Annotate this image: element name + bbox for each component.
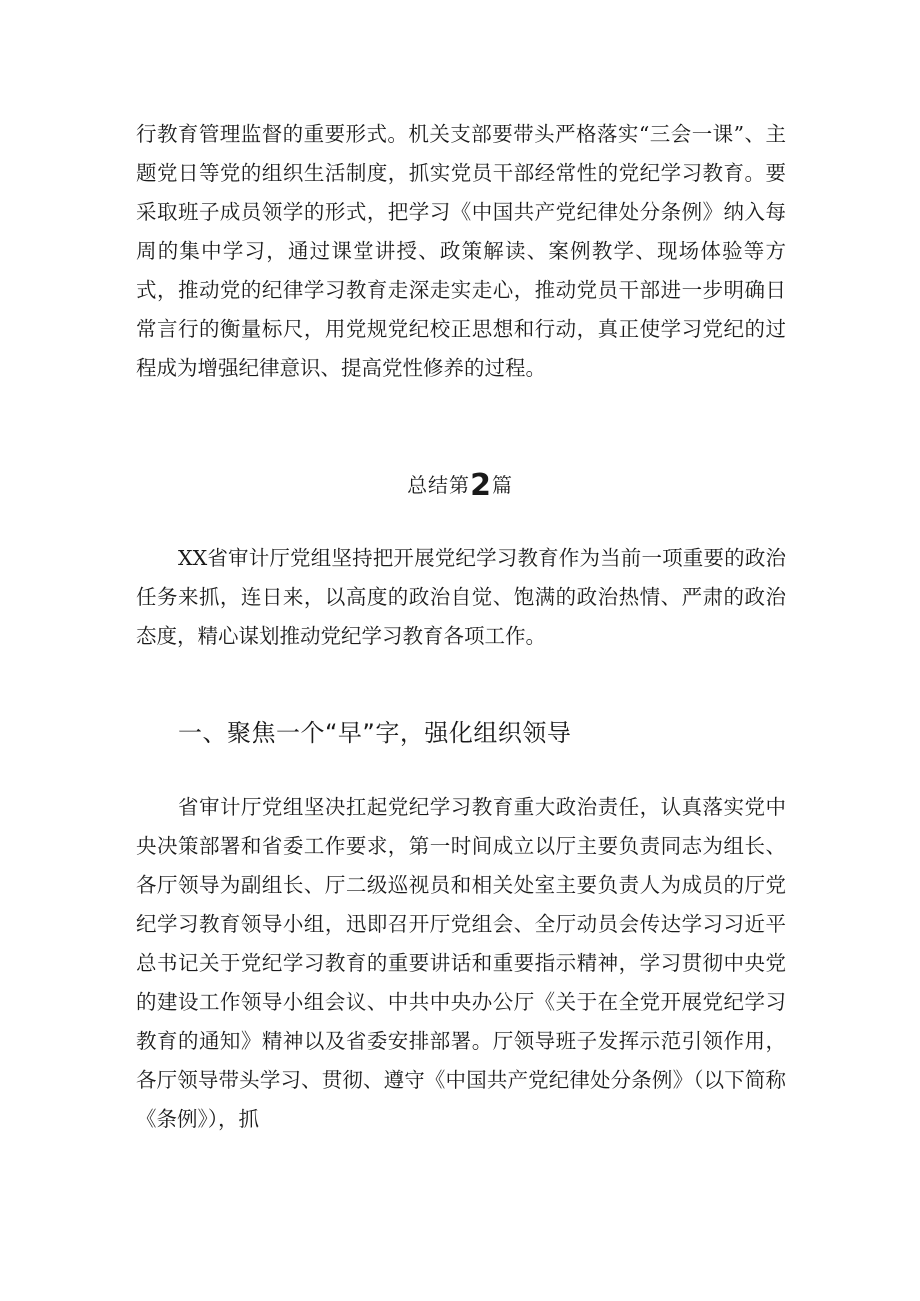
section-title [0, 468, 920, 503]
section-title-prefix: 总结第 [407, 473, 471, 497]
section-title-suffix: 篇 [491, 473, 513, 497]
paragraph-intro: XX省审计厅党组坚持把开展党纪学习教育作为当前一项重要的政治任务来抓，连日来，以高度的政治自觉、饱满的政治热情、严肃的政治态度，精心谋划推动党纪学习教育各项工作。 [136, 546, 786, 648]
section-title-number: 2 [470, 468, 492, 503]
heading-one: 一、聚焦一个“早”字，强化组织领导 [178, 719, 572, 747]
paragraph-body: 省审计厅党组坚决扛起党纪学习教育重大政治责任，认真落实党中央决策部署和省委工作要求，第一时间成立以厅主要负责同志为组长、各厅领导为副组长、厅二级巡视员和相关处室主要负责人为成员的厅党纪学习教育领导小组，迅即召开厅党组会、全厅动员会传达学习习近平总书记关于党纪学习教育的重要讲话和重要指示精神，学习贯彻中央党的建设工作领导小组会议、中共中央办公厅《关于在全党开展党纪学习教育的通知》精神以及省委安排部署。厅领导班子发挥示范引领作用，各厅领导带头学习、贯彻、遵守《中国共产党纪律处分条例》（以下简称《条例》），抓 [136, 795, 786, 1131]
paragraph-continued: 行教育管理监督的重要形式。机关支部要带头严格落实“三会一课”、主题党日等党的组织生活制度，抓实党员干部经常性的党纪学习教育。要采取班子成员领学的形式，把学习《中国共产党纪律处分条例》纳入每周的集中学习，通过课堂讲授、政策解读、案例教学、现场体验等方式，推动党的纪律学习教育走深走实走心，推动党员干部进一步明确日常言行的衡量标尺，用党规党纪校正思想和行动，真正使学习党纪的过程成为增强纪律意识、提高党性修养的过程。 [136, 122, 786, 380]
